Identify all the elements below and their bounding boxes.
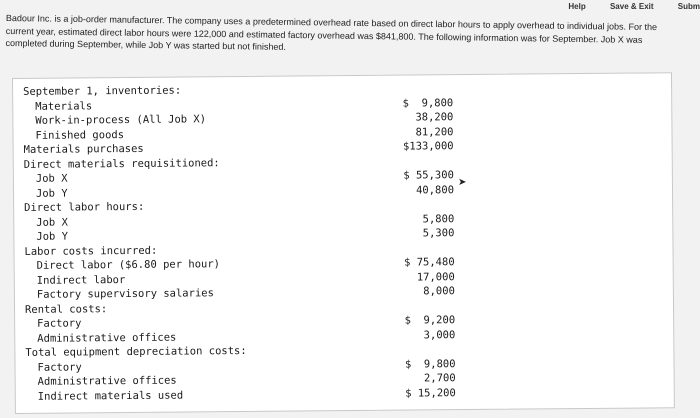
submit-link[interactable]: Subm	[677, 2, 700, 11]
row-label: Indirect materials used	[37, 389, 184, 403]
row-label: Factory supervisory salaries	[36, 287, 214, 301]
row-label: Total equipment depreciation costs:	[25, 344, 247, 359]
row-amount: 38,200	[415, 111, 454, 124]
row-amount: 8,000	[423, 285, 455, 298]
row-label: Labor costs incurred:	[24, 244, 158, 258]
row-amount: 5,300	[422, 227, 455, 240]
problem-intro: Badour Inc. is a job-order manufacturer. The company uses a predetermined overhead rate based on direct labor hours to apply overhead to individual jobs. For the current year, estimated direct labor hours were 122,000 and estimated factory overhead was $841,800. The following information was for September. Job X was completed during September, while Job Y was started but not finished.	[5, 12, 658, 53]
row-amount: 2,700	[423, 372, 456, 385]
row-label: Job Y	[36, 230, 69, 243]
header-links	[546, 2, 700, 11]
data-table-panel	[12, 72, 675, 414]
row-label: Job Y	[35, 187, 68, 200]
row-label: Factory	[37, 360, 82, 374]
row-amount: 81,200	[415, 125, 454, 138]
row-amount: 5,800	[422, 212, 455, 225]
row-amount: $ 9,800	[404, 357, 456, 371]
row-label: Direct labor ($6.80 per hour)	[36, 258, 221, 272]
row-amount: $ 9,800	[402, 96, 454, 110]
row-label: Work-in-process (All Job X)	[35, 113, 207, 127]
row-amount: $ 75,480	[403, 256, 455, 269]
row-label: Direct materials requisitioned:	[23, 156, 220, 171]
row-label: Rental costs:	[24, 302, 108, 316]
row-label: Administrative offices	[37, 374, 177, 388]
row-amount: $ 15,200	[405, 386, 456, 400]
row-label: Direct labor hours:	[24, 200, 145, 214]
save-exit-link[interactable]: Save & Exit	[609, 2, 654, 11]
row-amount: 40,800	[416, 183, 455, 196]
mouse-cursor-icon: ➤	[458, 177, 467, 188]
row-amount: 17,000	[416, 270, 455, 283]
row-amount: $133,000	[402, 140, 454, 153]
help-link[interactable]: Help	[568, 2, 586, 11]
row-label: Factory	[37, 317, 82, 330]
row-amount: $ 9,200	[404, 314, 456, 327]
table-row	[16, 386, 456, 404]
row-label: Materials	[35, 99, 93, 113]
row-label: Job X	[36, 216, 68, 229]
row-label: Job X	[35, 172, 68, 185]
row-amount: 3,000	[423, 328, 456, 341]
row-amount: $ 55,300	[403, 169, 454, 182]
row-label: Materials purchases	[23, 142, 144, 156]
row-label: Administrative offices	[37, 331, 177, 345]
row-label: September 1, inventories:	[23, 84, 182, 98]
row-label: Indirect labor	[36, 273, 126, 287]
row-label: Finished goods	[35, 128, 125, 142]
data-rows	[13, 73, 671, 403]
